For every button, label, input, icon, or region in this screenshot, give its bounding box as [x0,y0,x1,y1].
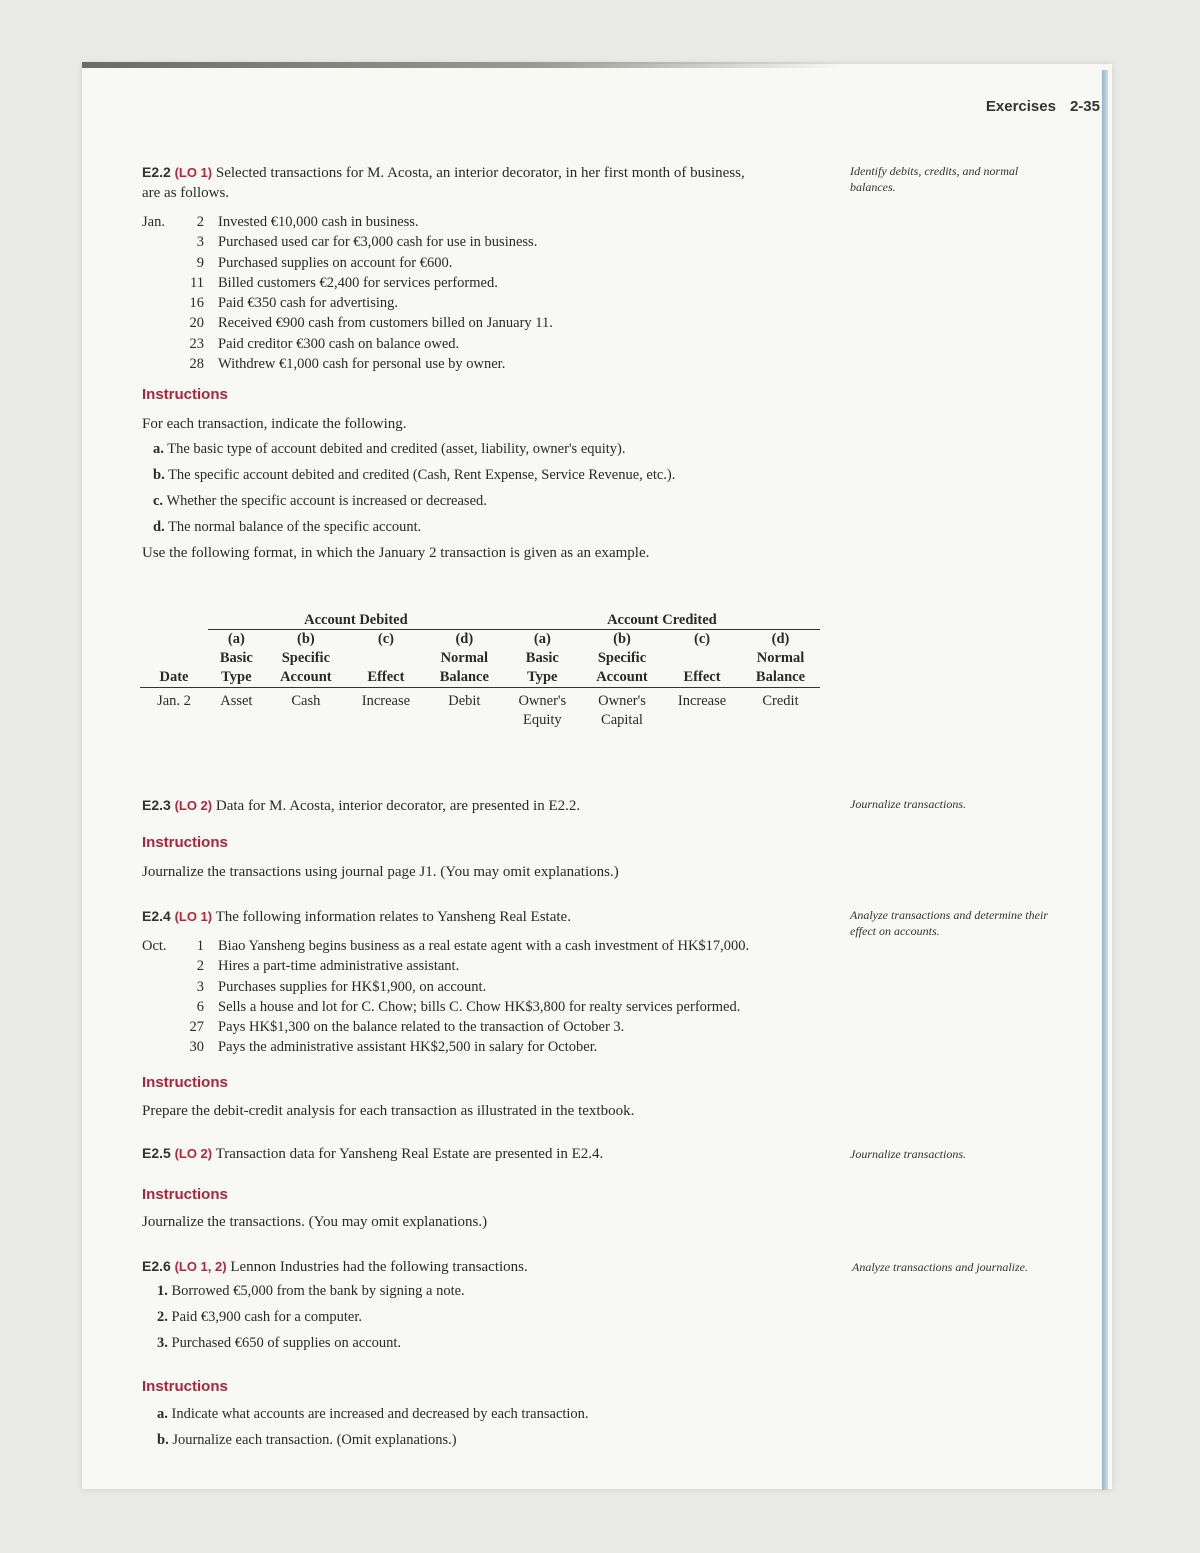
transaction-day: 23 [189,335,204,352]
table-cell [663,688,741,731]
top-rule [82,62,842,68]
item-label: c. [153,493,164,509]
transaction-text: Sells a house and lot for C. Chow; bills C. Chow HK$3,800 for realty services performed. [218,998,741,1015]
transaction-month [142,1017,178,1037]
transaction-day: 2 [196,958,204,975]
list-item [153,488,813,514]
column-header-col-line1 [667,649,737,668]
transaction-text: Paid €350 cash for advertising. [218,295,399,312]
e2-6-instruction-items [157,1401,757,1453]
exercise-e2-3-intro [142,795,580,816]
transaction-month: Jan. [142,214,165,230]
column-header-letters: (c) [377,631,394,647]
transaction-day: 6 [196,998,204,1015]
transaction-month [142,977,178,997]
page-number: 2-35 [1069,98,1100,115]
learning-objective: (LO 1) [174,909,213,924]
transaction-day: 30 [189,1039,204,1056]
sidenote-e2-5: Journalize transactions. [850,1147,966,1161]
cell-row-line2: Capital [601,712,643,728]
column-header [504,630,581,688]
column-header-col-line1 [351,649,421,668]
transaction-month [142,334,178,354]
instructions-heading: Instructions [142,386,228,403]
item-text: The basic type of account debited and credited (asset, liability, owner's equity). [167,441,626,457]
intro-text: Data for M. Acosta, interior decorator, are presented in E2.2. [215,798,581,814]
exercise-e2-5-intro [142,1143,603,1164]
transaction-day: 20 [189,315,204,332]
item-label: 2. [157,1309,168,1325]
transaction-text: Withdrew €1,000 cash for personal use by owner. [218,356,506,373]
column-header [425,630,504,688]
column-header-col-line2: Balance [439,669,489,685]
column-header-col-line1: Specific [597,650,647,666]
transaction-day: 28 [189,356,204,373]
transaction-day: 11 [190,274,204,291]
transaction-row [142,956,832,976]
list-item [157,1304,757,1330]
exercise-number: E2.6 [142,1258,171,1274]
transaction-text: Biao Yansheng begins business as a real estate agent with a cash investment of HK$17,000. [218,938,750,954]
column-header [347,630,425,688]
column-header [208,630,265,688]
column-header-letters: (b) [297,631,315,647]
list-item [153,436,813,462]
instructions-heading: Instructions [142,1378,228,1395]
page-header [986,98,1100,115]
e2-4-transaction-list [142,936,832,1058]
cell-row-line1: Debit [448,693,481,709]
sidenote-e2-3: Journalize transactions. [850,797,966,811]
learning-objective: (LO 1, 2) [174,1259,227,1274]
transaction-row [142,232,822,252]
transaction-text: Invested €10,000 cash in business. [218,214,419,230]
transaction-row [142,313,822,333]
item-text: Purchased €650 of supplies on account. [171,1335,402,1351]
instructions-text: Journalize the transactions. (You may omit explanations.) [142,1214,488,1230]
column-header-row [140,630,820,688]
transaction-row [142,293,822,313]
item-label: a. [157,1406,168,1422]
transaction-month [142,232,178,252]
transaction-month: Oct. [142,938,167,954]
transaction-month [142,1037,178,1057]
learning-objective: (LO 2) [174,798,213,813]
column-header [663,630,741,688]
cell-row-line1: Cash [291,693,321,709]
section-title: Exercises [985,98,1056,115]
column-header-col-line2: Account [280,669,332,685]
transaction-month [142,273,178,293]
transaction-day: 9 [196,254,204,271]
instructions-text: Journalize the transactions using journal page J1. (You may omit explanations.) [142,864,619,880]
table-cell [425,688,504,731]
exercise-number: E2.5 [142,1145,171,1161]
cell-row-line1: Increase [361,693,411,709]
table-cell [504,688,581,731]
transaction-day: 3 [196,234,204,251]
item-label: 1. [157,1283,168,1299]
column-header-letters: (d) [771,631,790,647]
list-item [153,462,813,488]
cell-row-line1: Increase [677,693,727,709]
item-text: The normal balance of the specific account. [168,519,422,535]
instructions-text: Prepare the debit-credit analysis for each transaction as illustrated in the textbook. [142,1103,635,1119]
e2-2-instruction-items [153,436,813,540]
column-header-col-line1: Specific [281,650,331,666]
sidenote-e2-6: Analyze transactions and journalize. [852,1260,1028,1274]
instructions-heading: Instructions [142,1186,228,1203]
transaction-text: Purchased supplies on account for €600. [218,254,453,271]
e2-6-transaction-items [157,1278,757,1356]
list-item [153,514,813,540]
transaction-month [142,997,178,1017]
item-label: b. [157,1432,169,1448]
transaction-row [142,1017,832,1037]
column-header [265,630,347,688]
transaction-row [142,253,822,273]
column-header-col-line2: Type [221,669,252,685]
transaction-month [142,253,178,273]
column-header-col-line2: Balance [755,669,806,685]
transaction-month [142,313,178,333]
column-header-col-line1: Normal [440,650,489,666]
column-header-letters: (a) [227,631,245,647]
intro-text: The following information relates to Yansheng Real Estate. [215,909,571,925]
transaction-row [142,936,832,956]
example-format-table [140,612,820,730]
cell-row-line2: Equity [522,712,562,728]
column-header-col-line2: Account [596,669,648,685]
list-item [157,1330,757,1356]
transaction-row [142,977,832,997]
e2-2-transaction-list [142,212,822,374]
transaction-day: 27 [189,1019,204,1036]
cell-row-line1: Owner's [518,693,567,709]
transaction-month [142,354,178,374]
cell-row-line1: Owner's [598,693,646,709]
item-text: Journalize each transaction. (Omit explanations.) [172,1432,457,1448]
intro-text: Lennon Industries had the following transactions. [230,1259,528,1275]
cell-row-line1: Credit [762,693,799,709]
column-header [581,630,663,688]
exercise-e2-2-intro [142,162,822,203]
account-debited-header: Account Debited [208,612,504,630]
column-header-letters: (a) [533,631,551,647]
learning-objective: (LO 1) [174,165,213,180]
learning-objective: (LO 2) [174,1146,213,1161]
instructions-heading: Instructions [142,1074,228,1091]
right-margin-rule [1102,70,1108,1490]
table-cell [581,688,663,731]
column-header-col-line2: Effect [683,669,721,685]
list-item [157,1427,757,1453]
table-cell [265,688,347,731]
item-label: a. [153,441,164,457]
column-header-col-line1: Basic [525,650,559,666]
intro-text-cont: are as follows. [142,185,230,201]
intro-text: Transaction data for Yansheng Real Estate are presented in E2.4. [215,1146,604,1162]
transaction-text: Pays HK$1,300 on the balance related to the transaction of October 3. [218,1019,625,1036]
exercise-number: E2.2 [142,164,171,180]
exercise-e2-4-intro [142,906,571,927]
transaction-row [142,212,822,232]
item-text: The specific account debited and credited (Cash, Rent Expense, Service Revenue, etc.). [168,467,676,483]
column-header-letters: (d) [455,631,474,647]
column-header-letters: (c) [694,631,711,647]
transaction-text: Billed customers €2,400 for services performed. [218,274,498,291]
cell-row-line1: Asset [220,693,253,709]
item-text: Paid €3,900 cash for a computer. [171,1309,362,1325]
item-label: b. [153,467,165,483]
transaction-month [142,293,178,313]
transaction-row [142,354,822,374]
sidenote-e2-2: Identify debits, credits, and normal balances. [850,164,1019,194]
column-header-col-line1: Normal [756,650,805,666]
table-cell [208,688,265,731]
column-header-letters: (b) [613,631,631,647]
column-header-col-line1: Basic [219,650,253,666]
transaction-text: Purchases supplies for HK$1,900, on account. [218,978,487,995]
list-item [157,1278,757,1304]
item-text: Whether the specific account is increased or decreased. [166,493,487,509]
transaction-day: 3 [196,978,204,995]
transaction-text: Purchased used car for €3,000 cash for use in business. [218,234,538,251]
transaction-day: 1 [196,938,204,954]
item-label: 3. [157,1335,168,1351]
column-header-col-line2: Effect [367,669,405,685]
item-text: Borrowed €5,000 from the bank by signing a note. [171,1283,465,1299]
transaction-row [142,334,822,354]
transaction-month [142,956,178,976]
table-cell [741,688,820,731]
transaction-text: Received €900 cash from customers billed on January 11. [218,315,553,332]
exercise-number: E2.3 [142,797,171,813]
row-date: Jan. 2 [157,693,191,709]
transaction-row [142,997,832,1017]
account-credited-header: Account Credited [504,612,820,630]
exercise-number: E2.4 [142,908,171,924]
transaction-row [142,273,822,293]
transaction-row [142,1037,832,1057]
table-cell [347,688,425,731]
date-header: Date [140,630,208,688]
sidenote-e2-4: Analyze transactions and determine their effect on accounts. [850,908,1048,938]
item-text: Indicate what accounts are increased and decreased by each transaction. [171,1406,589,1422]
instructions-heading: Instructions [142,834,228,851]
transaction-text: Paid creditor €300 cash on balance owed. [218,335,460,352]
item-label: d. [153,519,165,535]
column-header-col-line2: Type [527,669,558,685]
transaction-text: Pays the administrative assistant HK$2,500 in salary for October. [218,1039,598,1056]
intro-text: Selected transactions for M. Acosta, an interior decorator, in her first month of business, [215,165,745,181]
transaction-day: 2 [196,214,204,230]
transaction-day: 16 [189,295,204,312]
exercise-e2-6-intro [142,1256,528,1277]
format-note: Use the following format, in which the January 2 transaction is given as an example. [142,545,650,561]
instructions-lead: For each transaction, indicate the following. [142,416,407,432]
list-item [157,1401,757,1427]
column-header [741,630,820,688]
table-row [140,688,820,731]
transaction-text: Hires a part-time administrative assistant. [218,958,460,975]
